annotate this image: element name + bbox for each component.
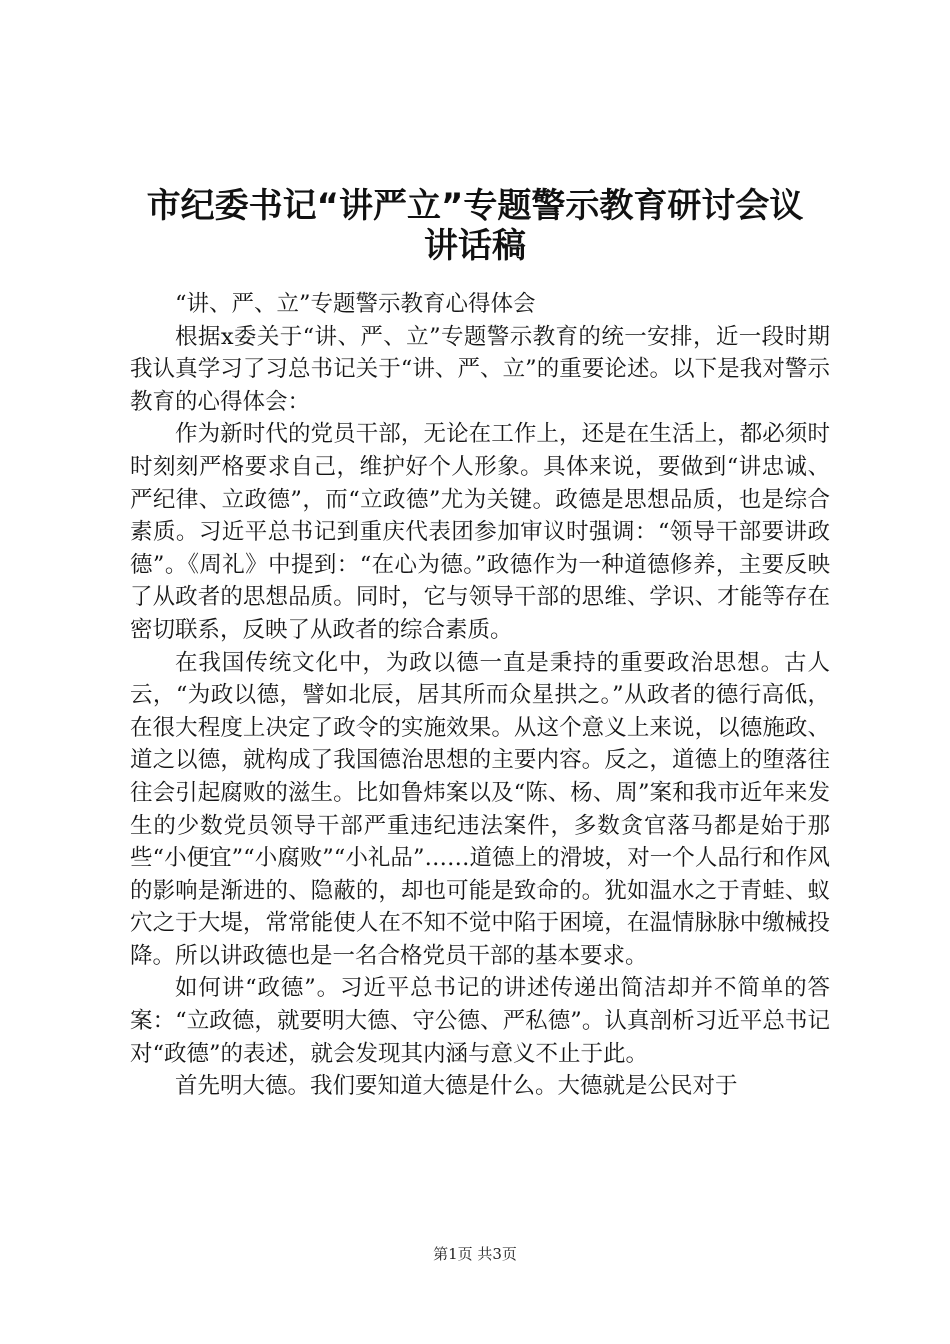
document-title-line-1: 市纪委书记“讲严立”专题警示教育研讨会议 (146, 186, 804, 226)
paragraph: 在我国传统文化中，为政以德一直是秉持的重要政治思想。古人云，“为政以德，譬如北辰，居其所而众星拱之。”从政者的德行高低，在很大程度上决定了政令的实施效果。从这个意义上来说，以德施政、道之以德，就构成了我国德治思想的主要内容。反之，道德上的堕落往往会引起腐败的滋生。比如鲁炜案以及“陈、杨、周”案和我市近年来发生的少数党员领导干部严重违纪违法案件，多数贪官落马都是始于那些“小便宜”“小腐败”“小礼品”……道德上的滑坡，对一个人品行和作风的影响是渐进的、隐蔽的，却也可能是致命的。犹如温水之于青蛙、蚁穴之于大堤，常常能使人在不知不觉中陷于困境，在温情脉脉中缴械投降。所以讲政德也是一名合格党员干部的基本要求。 (130, 649, 830, 969)
paragraph: 首先明大德。我们要知道大德是什么。大德就是公民对于 (175, 1073, 738, 1100)
paragraph: 作为新时代的党员干部，无论在工作上，还是在生活上，都必须时时刻刻严格要求自己，维护好个人形象。具体来说，要做到“讲忠诚、严纪律、立政德”，而“立政德”尤为关键。政德是思想品质，也是综合素质。习近平总书记到重庆代表团参加审议时强调：“领导干部要讲政德”。《周礼》中提到：“在心为德。”政德作为一种道德修养，主要反映了从政者的思想品质。同时，它与领导干部的思维、学识、才能等存在密切联系，反映了从政者的综合素质。 (130, 421, 830, 643)
page-number-footer: 第1页 共3页 (433, 1245, 517, 1263)
document-title-line-2: 讲话稿 (424, 226, 526, 266)
paragraph-subtitle: “讲、严、立”专题警示教育心得体会 (175, 291, 536, 317)
paragraph: 如何讲“政德”。习近平总书记的讲述传递出简洁却并不简单的答案：“立政德，就要明大德、守公德、严私德”。认真剖析习近平总书记对“政德”的表述，就会发现其内涵与意义不止于此。 (130, 975, 830, 1067)
paragraph: 根据x委关于“讲、严、立”专题警示教育的统一安排，近一段时期我认真学习了习总书记关于“讲、严、立”的重要论述。以下是我对警示教育的心得体会： (130, 323, 830, 415)
document-body (130, 288, 830, 1103)
